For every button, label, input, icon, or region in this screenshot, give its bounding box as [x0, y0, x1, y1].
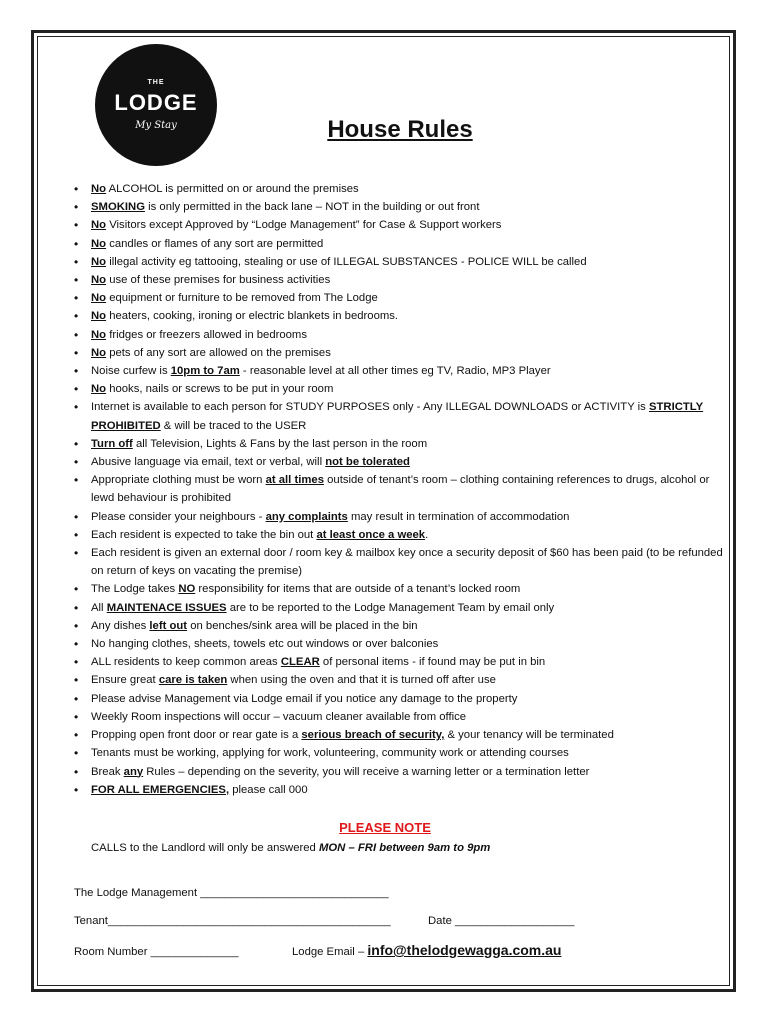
rule-text: pets of any sort are allowed on the premises — [106, 346, 331, 359]
rule-emphasis: not be tolerated — [325, 456, 410, 469]
rule-emphasis: at all times — [265, 474, 324, 487]
rule-emphasis: No — [91, 328, 107, 341]
rule-text: ALCOHOL is permitted on or around the premises — [106, 183, 359, 195]
rule-text: may result in termination of accommodation — [347, 510, 570, 523]
rule-text: Noise curfew is — [91, 365, 171, 378]
rule-text: Please consider your neighbours - — [91, 510, 266, 523]
rule-emphasis: No — [91, 183, 107, 195]
rule-item — [74, 198, 724, 216]
rule-emphasis: No — [91, 274, 107, 287]
rule-emphasis: No — [91, 310, 107, 323]
rule-item — [74, 671, 724, 689]
rule-emphasis: Turn off — [91, 437, 133, 450]
rule-item — [74, 435, 724, 453]
rule-item — [74, 708, 724, 726]
rule-text: are to be reported to the Lodge Management Team by email only — [226, 601, 555, 614]
rule-item — [74, 744, 724, 762]
rule-text: use of these premises for business activities — [106, 274, 331, 287]
rule-item — [74, 653, 724, 671]
rule-text: Please advise Management via Lodge email if you notice any damage to the property — [91, 692, 518, 705]
rule-text: all Television, Lights & Fans by the last person in the room — [132, 437, 428, 450]
rule-text: Abusive language via email, text or verbal, will — [91, 456, 326, 469]
rule-item — [74, 362, 724, 380]
logo-the: THE — [147, 79, 165, 86]
rule-emphasis: No — [91, 237, 107, 250]
rule-text: - reasonable level at all other times eg TV, Radio, MP3 Player — [239, 365, 551, 378]
rule-text: Each resident is given an external door / room key & mailbox key once a security deposit of $60 has been paid (to be refunded on return of keys on vacating the premise) — [91, 547, 723, 578]
rule-item — [74, 763, 724, 781]
rule-text: All — [91, 601, 107, 614]
rule-emphasis: MAINTENACE ISSUES — [106, 601, 227, 614]
rule-item — [74, 544, 724, 580]
rule-emphasis: left out — [149, 619, 188, 632]
lodge-email — [292, 942, 561, 958]
room-number-line: Room Number ______________ — [74, 946, 239, 958]
rule-text: of personal items - if found may be put in bin — [319, 656, 546, 669]
rule-text: Propping open front door or rear gate is a — [91, 729, 302, 742]
rule-emphasis: STRICTLY PROHIBITED — [91, 401, 704, 432]
rule-emphasis: No — [91, 255, 107, 268]
calls-hours: MON – FRI between 9am to 9pm — [318, 842, 491, 854]
rule-item — [74, 599, 724, 617]
rule-text: No hanging clothes, sheets, towels etc out windows or over balconies — [91, 638, 439, 651]
rule-emphasis: No — [91, 292, 107, 305]
rule-text: Weekly Room inspections will occur – vacuum cleaner available from office — [91, 710, 467, 723]
rule-item — [74, 398, 724, 434]
rule-text: Internet is available to each person for STUDY PURPOSES only - Any ILLEGAL DOWNLOADS or ACTIVITY is — [91, 401, 649, 414]
note-title: PLEASE NOTE — [339, 820, 431, 835]
logo-name: LODGE — [114, 90, 198, 115]
rule-text: when using the oven and that it is turned off after use — [227, 674, 496, 687]
rule-text: on benches/sink area will be placed in the bin — [187, 619, 418, 632]
lodge-logo — [95, 44, 217, 166]
rule-item — [74, 471, 724, 507]
rule-text: heaters, cooking, ironing or electric blankets in bedrooms. — [106, 310, 399, 323]
rule-emphasis: any — [123, 765, 144, 778]
rule-item — [74, 326, 724, 344]
management-signature-line: The Lodge Management ______________________________ — [74, 887, 389, 899]
rule-text: & your tenancy will be terminated — [444, 729, 614, 742]
rule-emphasis: NO — [178, 583, 196, 596]
rule-emphasis: any complaints — [265, 510, 348, 523]
email-link[interactable]: info@thelodgewagga.com.au — [367, 942, 562, 958]
rule-item — [74, 344, 724, 362]
rule-text: fridges or freezers allowed in bedrooms — [106, 328, 307, 341]
rule-item — [74, 508, 724, 526]
rule-text: Visitors except Approved by “Lodge Management” for Case & Support workers — [106, 219, 502, 232]
rule-text: outside of tenant’s room – clothing containing references to drugs, alcohol or lewd behaviour is prohibited — [91, 474, 710, 505]
rule-emphasis: No — [91, 219, 107, 232]
rule-emphasis: care is taken — [158, 674, 228, 687]
email-label: Lodge Email – — [292, 946, 368, 958]
calls-text: CALLS to the Landlord will only be answered — [91, 842, 319, 854]
rule-item — [74, 307, 724, 325]
rule-emphasis: No — [91, 383, 107, 396]
rule-text: & will be traced to the USER — [160, 419, 307, 432]
rule-item — [74, 180, 724, 198]
calls-note — [91, 842, 490, 854]
rule-text: illegal activity eg tattooing, stealing or use of ILLEGAL SUBSTANCES - POLICE WILL be called — [106, 255, 587, 268]
rule-text: Appropriate clothing must be worn — [91, 474, 266, 487]
rule-emphasis: serious breach of security, — [301, 729, 445, 742]
rule-item — [74, 253, 724, 271]
rule-emphasis: 10pm to 7am — [170, 365, 240, 378]
rule-item — [74, 635, 724, 653]
rule-emphasis: FOR ALL EMERGENCIES, — [91, 783, 230, 796]
rule-text: equipment or furniture to be removed from The Lodge — [106, 292, 378, 305]
rules-list — [74, 180, 724, 799]
rule-emphasis: No — [91, 346, 107, 359]
rule-item — [74, 781, 724, 799]
rule-text: candles or flames of any sort are permitted — [106, 237, 324, 250]
logo-tagline: My Stay — [135, 120, 177, 131]
rule-item — [74, 216, 724, 234]
rule-emphasis: at least once a week — [316, 528, 426, 541]
tenant-signature-line: Tenant_____________________________________________ — [74, 915, 391, 927]
rule-item — [74, 380, 724, 398]
rule-item — [74, 690, 724, 708]
date-line: Date ___________________ — [428, 915, 575, 927]
rule-text: hooks, nails or screws to be put in your room — [106, 383, 334, 396]
rule-text: Break — [91, 765, 124, 778]
rule-text: is only permitted in the back lane – NOT in the building or out front — [144, 201, 480, 214]
rule-text: The Lodge takes — [91, 583, 179, 596]
rule-item — [74, 271, 724, 289]
rule-text: . — [425, 528, 429, 541]
rule-item — [74, 526, 724, 544]
rule-item — [74, 617, 724, 635]
rule-emphasis: SMOKING — [91, 201, 145, 214]
rule-text: responsibility for items that are outside of a tenant’s locked room — [195, 583, 521, 596]
rule-text: Ensure great — [91, 674, 159, 687]
rule-text: Tenants must be working, applying for work, volunteering, community work or attending courses — [91, 747, 569, 760]
rule-text: Any dishes — [91, 619, 150, 632]
rule-text: ALL residents to keep common areas — [91, 656, 281, 669]
rule-item — [74, 235, 724, 253]
rule-item — [74, 453, 724, 471]
rule-item — [74, 580, 724, 598]
page-title: House Rules — [327, 116, 473, 143]
rule-text: Rules – depending on the severity, you will receive a warning letter or a termination letter — [143, 765, 590, 778]
rule-text: Each resident is expected to take the bin out — [91, 528, 317, 541]
rule-item — [74, 289, 724, 307]
rule-emphasis: CLEAR — [280, 656, 320, 669]
rule-item — [74, 726, 724, 744]
rule-text: please call 000 — [229, 783, 308, 796]
